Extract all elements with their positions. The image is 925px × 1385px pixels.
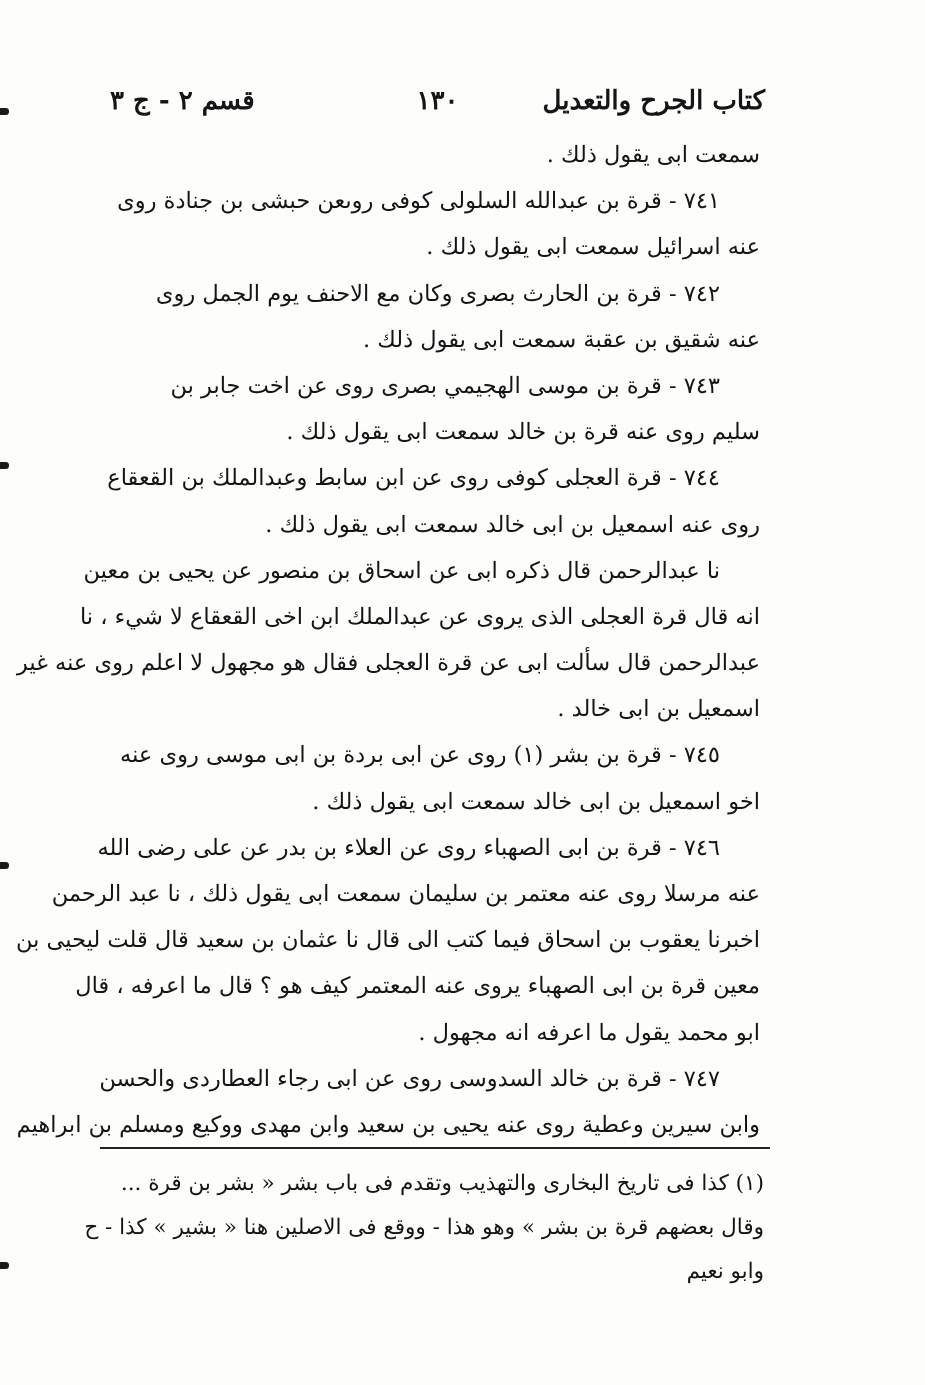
footnote-line: وقال بعضهم قرة بن بشر » وهو هذا - ووقع فى الاصلين هنا « بشير » كذا - ح [84, 1215, 764, 1240]
text-line: سليم روى عنه قرة بن خالد سمعت ابى يقول ذلك . [286, 419, 760, 446]
running-header [110, 80, 765, 126]
entry-743-line: ٧٤٣ - قرة بن موسى الهجيمي بصرى روى عن اخت جابر بن [170, 372, 720, 399]
text-line: وابن سيرين وعطية روى عنه يحيى بن سعيد وابن مهدى ووكيع ومسلم بن ابراهيم [16, 1111, 760, 1138]
page-number: ١٣٠ [416, 86, 459, 116]
text-line: عنه اسرائيل سمعت ابى يقول ذلك . [426, 234, 760, 261]
binding-mark [0, 462, 9, 469]
entry-746-line: ٧٤٦ - قرة بن ابى الصهباء روى عن العلاء بن بدر عن على رضى الله [97, 834, 720, 861]
text-line: اسمعيل بن ابى خالد . [557, 696, 760, 723]
binding-mark [0, 862, 9, 869]
binding-mark [0, 108, 9, 115]
footnote-line: (١) كذا فى تاريخ البخارى والتهذيب وتقدم فى باب بشر « بشر بن قرة ... [120, 1171, 764, 1196]
text-line: اخو اسمعيل بن ابى خالد سمعت ابى يقول ذلك . [312, 788, 760, 815]
volume-part: قسم ٢ - ج ٣ [110, 86, 255, 116]
text-line: روى عنه اسمعيل بن ابى خالد سمعت ابى يقول ذلك . [265, 511, 760, 538]
text-line: عنه مرسلا روى عنه معتمر بن سليمان سمعت ابى يقول ذلك ، نا عبد الرحمن [51, 881, 760, 907]
text-line: انه قال قرة العجلى الذى يروى عن عبدالملك ابن اخى القعقاع لا شيء ، نا [79, 603, 760, 630]
footnote-divider [100, 1147, 770, 1149]
text-line: معين قرة بن ابى الصهباء يروى عنه المعتمر كيف هو ؟ قال ما اعرفه ، قال [75, 973, 760, 1000]
entry-747-line: ٧٤٧ - قرة بن خالد السدوسى روى عن ابى رجاء العطاردى والحسن [99, 1065, 720, 1092]
text-line: ابو محمد يقول ما اعرفه انه مجهول . [418, 1019, 760, 1046]
text-line: عبدالرحمن قال سألت ابى عن قرة العجلى فقال هو مجهول لا اعلم روى عنه غير [16, 650, 760, 677]
entry-741-line: ٧٤١ - قرة بن عبدالله السلولى كوفى روىعن حبشى بن جنادة روى [117, 188, 720, 215]
text-line: نا عبدالرحمن قال ذكره ابى عن اسحاق بن منصور عن يحيى بن معين [83, 557, 720, 584]
footnote [84, 1162, 764, 1294]
binding-mark [0, 1262, 9, 1269]
book-title: كتاب الجرح والتعديل [542, 86, 765, 116]
entry-745-line: ٧٤٥ - قرة بن بشر (١) روى عن ابى بردة بن ابى موسى روى عنه [120, 742, 720, 769]
entry-744-line: ٧٤٤ - قرة العجلى كوفى روى عن ابن سابط وعبدالملك بن القعقاع [107, 465, 720, 492]
text-line: اخبرنا يعقوب بن اسحاق فيما كتب الى قال نا عثمان بن سعيد قال قلت ليحيى بن [16, 927, 760, 954]
text-line: سمعت ابى يقول ذلك . [546, 142, 760, 168]
text-line: عنه شقيق بن عقبة سمعت ابى يقول ذلك . [362, 326, 760, 353]
footnote-line: وابو نعيم [686, 1259, 764, 1284]
main-text [16, 132, 760, 1148]
entry-742-line: ٧٤٢ - قرة بن الحارث بصرى وكان مع الاحنف يوم الجمل روى [155, 280, 720, 307]
